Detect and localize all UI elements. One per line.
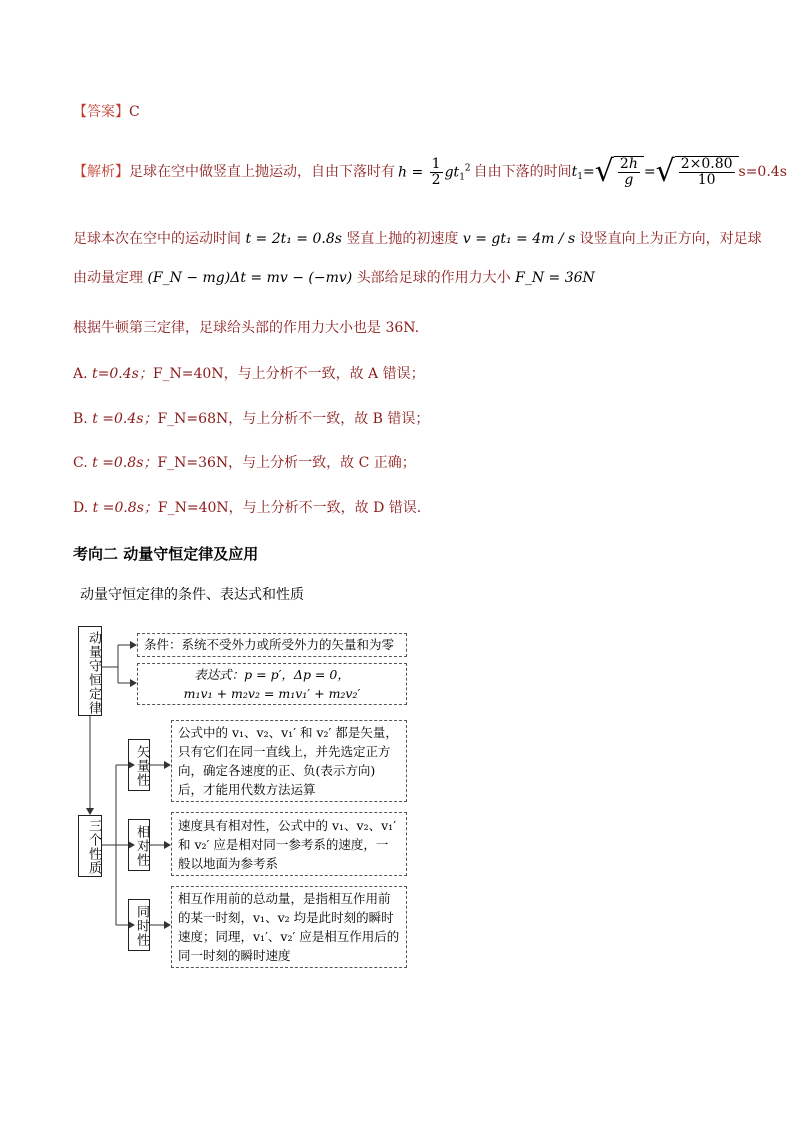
option-a-label: A. — [73, 366, 88, 382]
section-title: 考向二 动量守恒定律及应用 — [73, 545, 259, 563]
option-d-t: t =0.8s； — [92, 500, 158, 516]
analysis-line1-result: s=0.4s — [738, 164, 787, 180]
line2-text-c: 设竖直向上为正方向，对足球 — [579, 231, 762, 247]
expression-line-1: 表达式：p = p′，Δp = 0， — [194, 667, 350, 682]
line2-text-b: 竖直上抛的初速度 — [346, 231, 459, 247]
line3-text-b: 头部给足球的作用力大小 — [356, 270, 511, 286]
prop-relative-label: 相对性 — [128, 819, 150, 871]
diagram-three-properties: 三个性质 — [78, 815, 102, 877]
option-b-label: B. — [73, 411, 88, 427]
answer-tag: 【答案】 — [73, 104, 129, 120]
analysis-line-4: 根据牛顿第三定律，足球给头部的作用力大小也是 36N. — [73, 320, 420, 336]
analysis-tag: 【解析】 — [73, 164, 129, 180]
line2-eq2: v = gt₁ = 4m / s — [462, 231, 576, 247]
option-c-f: F_N=36N，与上分析一致，故 C 正确； — [157, 455, 416, 471]
line2-eq1: t = 2t₁ = 0.8s — [245, 231, 342, 247]
prop-simultaneous-text: 相互作用前的总动量，是指相互作用前的某一时刻，v₁、v₂ 均是此时刻的瞬时速度；同理，v₁′、v₂′ 应是相互作用后的同一时刻的瞬时速度 — [171, 886, 407, 968]
diagram-condition: 条件：系统不受外力或所受外力的矢量和为零 — [137, 633, 407, 657]
analysis-line1-mid: 自由下落的时间 — [473, 164, 572, 180]
option-c-t: t =0.8s； — [92, 455, 158, 471]
formula-t1: $t_1=√$ $\frac{2h}{g}$ =√ $\frac{2\times 0.80}{10}$ — [572, 156, 739, 188]
answer-value: C — [129, 104, 140, 120]
diagram-root: 动量守恒定律 — [78, 626, 102, 716]
expression-line-2: m₁v₁ + m₂v₂ = m₁v₁′ + m₂v₂′ — [183, 686, 361, 701]
prop-simultaneous-label: 同时性 — [128, 899, 150, 951]
diagram-expression — [137, 663, 407, 705]
option-b-t: t =0.4s； — [92, 411, 158, 427]
section-subtitle: 动量守恒定律的条件、表达式和性质 — [80, 587, 304, 603]
option-d-label: D. — [73, 500, 89, 516]
formula-h: h = $\frac{1}{2}$ $gt_1^2$ — [398, 155, 471, 188]
option-a-f: F_N=40N，与上分析不一致，故 A 错误； — [152, 366, 425, 382]
option-d-f: F_N=40N，与上分析不一致，故 D 错误. — [157, 500, 422, 516]
line3-eq2: F_N = 36N — [515, 270, 595, 286]
option-c-label: C. — [73, 455, 88, 471]
option-a-t: t=0.4s； — [92, 366, 153, 382]
line3-text-a: 由动量定理 — [73, 270, 143, 286]
prop-vector-text: 公式中的 v₁、v₂、v₁′ 和 v₂′ 都是矢量，只有它们在同一直线上，并先选定正方向，确定各速度的正、负(表示方向)后，才能用代数方法运算 — [171, 720, 407, 802]
line2-text-a: 足球本次在空中的运动时间 — [73, 231, 241, 247]
line3-eq: (F_N − mg)Δt = mv − (−mv) — [147, 270, 353, 286]
prop-relative-text: 速度具有相对性，公式中的 v₁、v₂、v₁′ 和 v₂′ 应是相对同一参考系的速度，一般以地面为参考系 — [171, 812, 407, 876]
prop-vector-label: 矢量性 — [128, 739, 150, 791]
option-b-f: F_N=68N，与上分析不一致，故 B 错误； — [157, 411, 430, 427]
analysis-line1-text: 足球在空中做竖直上抛运动，自由下落时有 — [129, 164, 395, 180]
